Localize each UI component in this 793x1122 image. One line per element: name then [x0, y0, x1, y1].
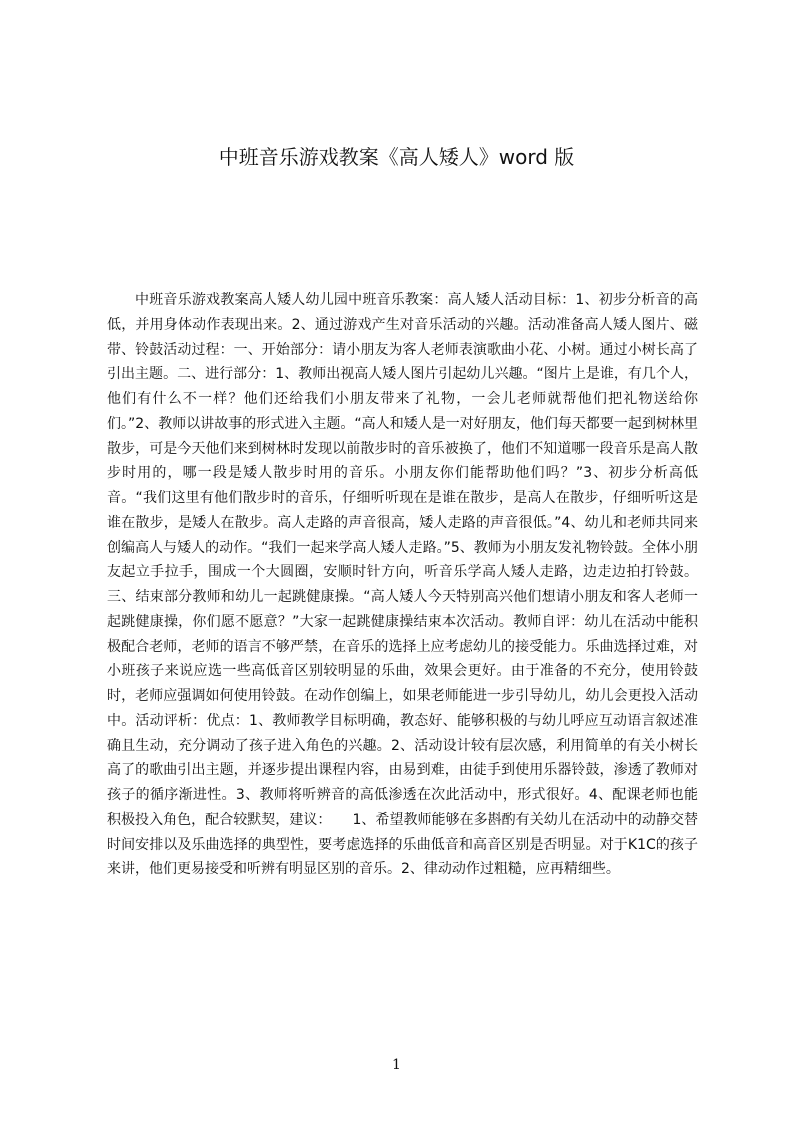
page-number: 1 [392, 1057, 401, 1073]
document-body: 中班音乐游戏教案高人矮人幼儿园中班音乐教案：高人矮人活动目标：1、初步分析音的高低，并用身体动作表现出来。2、通过游戏产生对音乐活动的兴趣。活动准备高人矮人图片、磁带、铃鼓活动过程：一、开始部分：请小朋友为客人老师表演歌曲小花、小树。通过小树长高了引出主题。二、进行部分：1、教师出视高人矮人图片引起幼儿兴趣。“图片上是谁，有几个人，他们有什么不一样？他们还给我们小朋友带来了礼物，一会儿老师就帮他们把礼物送给你们。”2、教师以讲故事的形式进入主题。“高人和矮人是一对好朋友，他们每天都要一起到树林里散步，可是今天他们来到树林时发现以前散步时的音乐被换了，他们不知道哪一段音乐是高人散步时用的，哪一段是矮人散步时用的音乐。小朋友你们能帮助他们吗？”3、初步分析高低音。“我们这里有他们散步时的音乐，仔细听听现在是谁在散步，是高人在散步，仔细听听这是谁在散步，是矮人在散步。高人走路的声音很高，矮人走路的声音很低。”4、幼儿和老师共同来创编高人与矮人的动作。“我们一起来学高人矮人走路。”5、教师为小朋友发礼物铃鼓。全体小朋友起立手拉手，围成一个大圆圈，安顺时针方向，听音乐学高人矮人走路，边走边拍打铃鼓。三、结束部分教师和幼儿一起跳健康操。“高人矮人今天特别高兴他们想请小朋友和客人老师一起跳健康操，你们愿不愿意？”大家一起跳健康操结束本次活动。教师自评：幼儿在活动中能积极配合老师，老师的语言不够严禁，在音乐的选择上应考虑幼儿的接受能力。乐曲选择过难，对小班孩子来说应选一些高低音区别较明显的乐曲，效果会更好。由于准备的不充分，使用铃鼓时，老师应强调如何使用铃鼓。在动作创编上，如果老师能进一步引导幼儿，幼儿会更投入活动中。活动评析：优点：1、教师教学目标明确，教态好、能够积极的与幼儿呼应互动语言叙述准确且生动，充分调动了孩子进入角色的兴趣。2、活动设计较有层次感，利用简单的有关小树长高了的歌曲引出主题，并逐步提出课程内容，由易到难，由徒手到使用乐器铃鼓，渗透了教师对孩子的循序渐进性。3、教师将听辨音的高低渗透在次此活动中，形式很好。4、配课老师也能积极投入角色，配合较默契，建议： 1、希望教师能够在多斟酌有关幼儿在活动中的动静交替时间安排以及乐曲选择的典型性，要考虑选择的乐曲低音和高音区别是否明显。对于K1C的孩子来讲，他们更易接受和听辨有明显区别的音乐。2、律动动作过粗糙，应再精细些。 [107, 292, 698, 878]
document-title: 中班音乐游戏教案《高人矮人》word 版 [218, 145, 575, 169]
